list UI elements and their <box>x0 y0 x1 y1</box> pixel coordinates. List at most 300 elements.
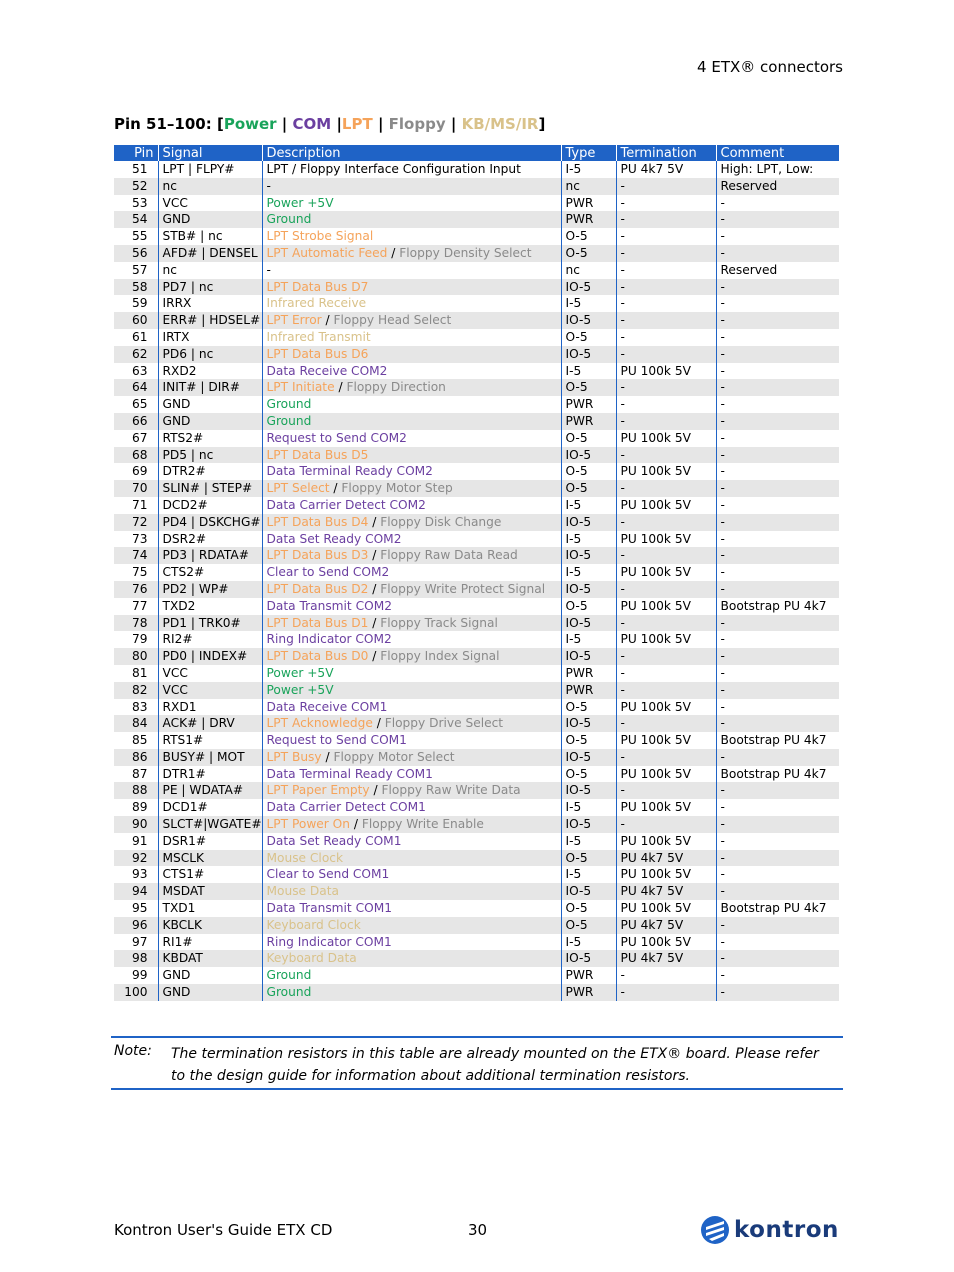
description-segment: Clear to Send COM2 <box>266 565 390 580</box>
cell-type: PWR <box>561 211 616 228</box>
cell-comment: - <box>716 615 839 632</box>
description-segment: Power +5V <box>266 665 334 680</box>
cell-type: PWR <box>561 665 616 682</box>
cell-pin: 87 <box>114 766 158 783</box>
description-segment: Ground <box>266 985 312 1000</box>
table-row <box>114 295 839 312</box>
cell-signal: KBCLK <box>158 917 262 934</box>
table-row <box>114 850 839 867</box>
description-segment: Floppy Raw Data Read <box>380 548 518 563</box>
cell-type: O-5 <box>561 245 616 262</box>
cell-signal: IRRX <box>158 295 262 312</box>
cell-termination: - <box>616 816 716 833</box>
cell-signal: IRTX <box>158 329 262 346</box>
cell-type: I-5 <box>561 363 616 380</box>
cell-description <box>262 363 561 380</box>
cell-comment: - <box>716 295 839 312</box>
cell-signal: DSR2# <box>158 531 262 548</box>
cell-signal: ERR# | HDSEL# <box>158 312 262 329</box>
table-row <box>114 934 839 951</box>
table-row <box>114 279 839 296</box>
cell-pin: 85 <box>114 732 158 749</box>
description-segment: Infrared Transmit <box>266 329 371 344</box>
cell-comment: Bootstrap PU 4k7 <box>716 900 839 917</box>
cell-description <box>262 346 561 363</box>
cell-comment: - <box>716 917 839 934</box>
cell-type: O-5 <box>561 917 616 934</box>
cell-type: PWR <box>561 984 616 1001</box>
cell-pin: 90 <box>114 816 158 833</box>
cell-termination: PU 100k 5V <box>616 363 716 380</box>
cell-termination: - <box>616 245 716 262</box>
table-row <box>114 396 839 413</box>
cell-termination: - <box>616 547 716 564</box>
cell-description <box>262 917 561 934</box>
cell-comment: - <box>716 211 839 228</box>
cell-comment: - <box>716 413 839 430</box>
cell-description <box>262 665 561 682</box>
cell-description <box>262 631 561 648</box>
cell-signal: ACK# | DRV <box>158 715 262 732</box>
description-segment: Floppy Index Signal <box>380 649 500 664</box>
cell-signal: MSCLK <box>158 850 262 867</box>
cell-description <box>262 497 561 514</box>
cell-signal: RI1# <box>158 934 262 951</box>
description-segment: / <box>321 313 334 328</box>
cell-type: PWR <box>561 682 616 699</box>
description-segment: / <box>368 615 381 630</box>
cell-termination: - <box>616 195 716 212</box>
cell-description <box>262 447 561 464</box>
cell-comment: Bootstrap PU 4k7 <box>716 766 839 783</box>
cell-description <box>262 648 561 665</box>
description-segment: / <box>350 817 362 832</box>
cell-comment: - <box>716 883 839 900</box>
description-segment: Mouse Clock <box>266 850 344 865</box>
cell-pin: 94 <box>114 883 158 900</box>
table-row <box>114 161 839 178</box>
table-row <box>114 615 839 632</box>
cell-description <box>262 211 561 228</box>
description-segment: / <box>368 649 381 664</box>
description-segment: / <box>387 245 400 260</box>
cell-type: PWR <box>561 195 616 212</box>
cell-type: IO-5 <box>561 279 616 296</box>
kontron-logo <box>700 1214 839 1246</box>
table-row <box>114 950 839 967</box>
cell-termination: PU 4k7 5V <box>616 950 716 967</box>
cell-type: IO-5 <box>561 816 616 833</box>
cell-termination: - <box>616 514 716 531</box>
cell-description <box>262 615 561 632</box>
cell-pin: 61 <box>114 329 158 346</box>
description-segment: Floppy Motor Select <box>333 749 455 764</box>
cell-type: PWR <box>561 967 616 984</box>
cell-comment: - <box>716 396 839 413</box>
description-segment: Data Carrier Detect COM2 <box>266 497 426 512</box>
cell-termination: PU 100k 5V <box>616 497 716 514</box>
table-row <box>114 699 839 716</box>
cell-pin: 82 <box>114 682 158 699</box>
description-segment: LPT / Floppy Interface Configuration Input <box>266 162 521 176</box>
cell-termination: - <box>616 379 716 396</box>
cell-signal: GND <box>158 396 262 413</box>
table-row <box>114 531 839 548</box>
note-label: Note: <box>114 1043 152 1059</box>
cell-comment: - <box>716 480 839 497</box>
description-segment: LPT Error <box>266 313 322 328</box>
table-row <box>114 833 839 850</box>
cell-termination: PU 100k 5V <box>616 631 716 648</box>
cell-signal: PD6 | nc <box>158 346 262 363</box>
description-segment: Data Terminal Ready COM2 <box>266 464 433 479</box>
cell-type: O-5 <box>561 430 616 447</box>
cell-pin: 54 <box>114 211 158 228</box>
cell-pin: 97 <box>114 934 158 951</box>
description-segment: / <box>329 481 342 496</box>
description-segment: Data Receive COM2 <box>266 363 388 378</box>
table-row <box>114 967 839 984</box>
cell-termination: PU 100k 5V <box>616 430 716 447</box>
col-header-comment: Comment <box>716 145 839 161</box>
cell-type: I-5 <box>561 161 616 178</box>
cell-termination: - <box>616 967 716 984</box>
table-row <box>114 547 839 564</box>
cell-type: O-5 <box>561 900 616 917</box>
cell-pin: 96 <box>114 917 158 934</box>
table-row <box>114 900 839 917</box>
cell-comment: - <box>716 833 839 850</box>
cell-termination: - <box>616 396 716 413</box>
cell-signal: BUSY# | MOT <box>158 749 262 766</box>
description-segment: LPT Busy <box>266 749 322 764</box>
description-segment: Keyboard Data <box>266 951 357 966</box>
cell-pin: 65 <box>114 396 158 413</box>
cell-signal: VCC <box>158 682 262 699</box>
description-segment: Floppy Density Select <box>399 245 532 260</box>
table-row <box>114 799 839 816</box>
cell-signal: CTS2# <box>158 564 262 581</box>
table-row <box>114 430 839 447</box>
table-row <box>114 329 839 346</box>
cell-pin: 63 <box>114 363 158 380</box>
pin-table-body <box>114 161 839 1001</box>
cell-type: IO-5 <box>561 514 616 531</box>
note-text: The termination resistors in this table are already mounted on the ETX® board. Please refer to the design guide for information about additional termination resistors. <box>171 1046 819 1084</box>
table-row <box>114 514 839 531</box>
cell-pin: 84 <box>114 715 158 732</box>
cell-type: IO-5 <box>561 950 616 967</box>
description-segment: LPT Acknowledge <box>266 716 373 731</box>
cell-pin: 66 <box>114 413 158 430</box>
legend-separator: | <box>377 115 384 133</box>
note-box <box>111 1036 843 1090</box>
cell-description <box>262 866 561 883</box>
description-segment: Floppy Motor Step <box>341 481 453 496</box>
cell-pin: 86 <box>114 749 158 766</box>
cell-comment: - <box>716 564 839 581</box>
cell-pin: 64 <box>114 379 158 396</box>
description-segment: Data Transmit COM2 <box>266 598 392 613</box>
cell-description <box>262 900 561 917</box>
cell-pin: 78 <box>114 615 158 632</box>
cell-termination: - <box>616 665 716 682</box>
cell-termination: - <box>616 295 716 312</box>
cell-pin: 80 <box>114 648 158 665</box>
cell-signal: RXD1 <box>158 699 262 716</box>
cell-comment: - <box>716 866 839 883</box>
cell-termination: PU 100k 5V <box>616 766 716 783</box>
cell-signal: PD2 | WP# <box>158 581 262 598</box>
cell-type: O-5 <box>561 480 616 497</box>
cell-description <box>262 732 561 749</box>
cell-termination: - <box>616 413 716 430</box>
cell-type: I-5 <box>561 497 616 514</box>
cell-type: IO-5 <box>561 615 616 632</box>
table-row <box>114 782 839 799</box>
description-segment: Clear to Send COM1 <box>266 867 390 882</box>
cell-signal: PE | WDATA# <box>158 782 262 799</box>
cell-pin: 83 <box>114 699 158 716</box>
cell-comment: - <box>716 312 839 329</box>
cell-comment: - <box>716 816 839 833</box>
cell-signal: TXD1 <box>158 900 262 917</box>
cell-pin: 72 <box>114 514 158 531</box>
table-row <box>114 732 839 749</box>
cell-signal: RTS1# <box>158 732 262 749</box>
table-row <box>114 883 839 900</box>
cell-description <box>262 883 561 900</box>
cell-description <box>262 379 561 396</box>
description-segment: Ground <box>266 397 312 412</box>
cell-termination: PU 100k 5V <box>616 833 716 850</box>
cell-type: I-5 <box>561 866 616 883</box>
table-row <box>114 497 839 514</box>
pin-range-heading <box>114 115 545 133</box>
cell-type: IO-5 <box>561 581 616 598</box>
cell-signal: KBDAT <box>158 950 262 967</box>
description-segment: LPT Data Bus D4 <box>266 514 369 529</box>
legend-separator: | <box>336 115 342 133</box>
cell-type: I-5 <box>561 531 616 548</box>
cell-comment: - <box>716 195 839 212</box>
cell-comment: - <box>716 850 839 867</box>
table-row <box>114 346 839 363</box>
cell-comment: - <box>716 799 839 816</box>
cell-description <box>262 178 561 195</box>
kontron-logo-text: kontron <box>734 1217 839 1243</box>
table-row <box>114 682 839 699</box>
description-segment: Request to Send COM2 <box>266 430 407 445</box>
table-row <box>114 447 839 464</box>
description-segment: Ground <box>266 212 312 227</box>
cell-description <box>262 312 561 329</box>
cell-termination: - <box>616 346 716 363</box>
cell-signal: SLIN# | STEP# <box>158 480 262 497</box>
cell-comment: - <box>716 715 839 732</box>
cell-signal: STB# | nc <box>158 228 262 245</box>
cell-type: O-5 <box>561 699 616 716</box>
cell-type: IO-5 <box>561 447 616 464</box>
cell-pin: 75 <box>114 564 158 581</box>
cell-signal: INIT# | DIR# <box>158 379 262 396</box>
table-row <box>114 379 839 396</box>
description-segment: / <box>334 380 347 395</box>
cell-type: O-5 <box>561 228 616 245</box>
cell-termination: - <box>616 615 716 632</box>
description-segment: LPT Data Bus D0 <box>266 649 369 664</box>
table-row <box>114 463 839 480</box>
cell-termination: PU 100k 5V <box>616 900 716 917</box>
legend-separator: | <box>450 115 457 133</box>
cell-pin: 73 <box>114 531 158 548</box>
cell-pin: 99 <box>114 967 158 984</box>
cell-pin: 88 <box>114 782 158 799</box>
cell-pin: 77 <box>114 598 158 615</box>
description-segment: Floppy Write Enable <box>361 817 484 832</box>
table-row <box>114 648 839 665</box>
cell-type: I-5 <box>561 295 616 312</box>
description-segment: LPT Data Bus D3 <box>266 548 369 563</box>
table-row <box>114 665 839 682</box>
table-row <box>114 363 839 380</box>
description-segment: LPT Data Bus D6 <box>266 346 369 361</box>
cell-type: IO-5 <box>561 782 616 799</box>
cell-signal: PD3 | RDATA# <box>158 547 262 564</box>
description-segment: LPT Select <box>266 481 330 496</box>
cell-description <box>262 833 561 850</box>
kontron-logo-icon <box>700 1215 730 1245</box>
cell-termination: - <box>616 262 716 279</box>
heading-open-bracket: [ <box>216 115 224 133</box>
cell-termination: - <box>616 312 716 329</box>
cell-pin: 71 <box>114 497 158 514</box>
cell-comment: - <box>716 749 839 766</box>
cell-termination: - <box>616 228 716 245</box>
cell-comment: - <box>716 682 839 699</box>
cell-comment: Bootstrap PU 4k7 <box>716 732 839 749</box>
description-segment: LPT Initiate <box>266 380 335 395</box>
description-segment: LPT Automatic Feed <box>266 245 388 260</box>
cell-pin: 93 <box>114 866 158 883</box>
cell-comment: - <box>716 245 839 262</box>
cell-pin: 62 <box>114 346 158 363</box>
table-row <box>114 866 839 883</box>
cell-comment: - <box>716 379 839 396</box>
cell-description <box>262 749 561 766</box>
description-segment: Data Terminal Ready COM1 <box>266 766 433 781</box>
cell-type: I-5 <box>561 799 616 816</box>
cell-signal: RXD2 <box>158 363 262 380</box>
cell-comment: Bootstrap PU 4k7 <box>716 598 839 615</box>
description-segment: Data Set Ready COM2 <box>266 531 402 546</box>
description-segment: / <box>372 716 385 731</box>
cell-signal: LPT | FLPY# <box>158 161 262 178</box>
cell-description <box>262 531 561 548</box>
cell-pin: 56 <box>114 245 158 262</box>
page-number: 30 <box>468 1221 488 1239</box>
cell-signal: PD5 | nc <box>158 447 262 464</box>
table-row <box>114 413 839 430</box>
cell-pin: 92 <box>114 850 158 867</box>
cell-termination: - <box>616 749 716 766</box>
cell-termination: PU 100k 5V <box>616 598 716 615</box>
cell-comment: High: LPT, Low: <box>716 161 839 178</box>
cell-description <box>262 161 561 178</box>
table-row <box>114 262 839 279</box>
description-segment: Floppy Direction <box>346 380 446 395</box>
description-segment: Floppy Write Protect Signal <box>380 581 546 596</box>
cell-signal: VCC <box>158 195 262 212</box>
description-segment: LPT Data Bus D7 <box>266 279 369 294</box>
description-segment: LPT Power On <box>266 817 350 832</box>
cell-type: PWR <box>561 396 616 413</box>
cell-description <box>262 682 561 699</box>
description-segment: Floppy Disk Change <box>380 514 502 529</box>
cell-comment: - <box>716 631 839 648</box>
cell-description <box>262 262 561 279</box>
table-row <box>114 211 839 228</box>
cell-comment: - <box>716 363 839 380</box>
table-header-row <box>114 145 839 161</box>
cell-description <box>262 699 561 716</box>
cell-signal: DTR2# <box>158 463 262 480</box>
cell-description <box>262 279 561 296</box>
cell-signal: DSR1# <box>158 833 262 850</box>
cell-termination: PU 100k 5V <box>616 564 716 581</box>
cell-pin: 55 <box>114 228 158 245</box>
table-row <box>114 749 839 766</box>
description-segment: Request to Send COM1 <box>266 733 407 748</box>
col-header-signal: Signal <box>158 145 262 161</box>
cell-comment: - <box>716 447 839 464</box>
cell-termination: - <box>616 715 716 732</box>
cell-pin: 67 <box>114 430 158 447</box>
col-header-termination: Termination <box>616 145 716 161</box>
table-row <box>114 195 839 212</box>
cell-type: I-5 <box>561 564 616 581</box>
table-row <box>114 631 839 648</box>
description-segment: Ground <box>266 968 312 983</box>
cell-signal: GND <box>158 211 262 228</box>
table-row <box>114 228 839 245</box>
cell-comment: - <box>716 967 839 984</box>
cell-description <box>262 598 561 615</box>
cell-pin: 91 <box>114 833 158 850</box>
cell-comment: Reserved <box>716 178 839 195</box>
cell-type: O-5 <box>561 850 616 867</box>
cell-type: O-5 <box>561 329 616 346</box>
col-header-type: Type <box>561 145 616 161</box>
description-segment: Floppy Head Select <box>333 313 452 328</box>
cell-termination: PU 100k 5V <box>616 699 716 716</box>
cell-termination: - <box>616 581 716 598</box>
cell-description <box>262 547 561 564</box>
description-segment: LPT Data Bus D2 <box>266 581 369 596</box>
cell-comment: - <box>716 665 839 682</box>
cell-signal: GND <box>158 967 262 984</box>
cell-pin: 68 <box>114 447 158 464</box>
table-row <box>114 816 839 833</box>
cell-type: O-5 <box>561 379 616 396</box>
description-segment: Floppy Drive Select <box>384 716 504 731</box>
cell-pin: 58 <box>114 279 158 296</box>
cell-type: IO-5 <box>561 648 616 665</box>
cell-type: O-5 <box>561 463 616 480</box>
table-row <box>114 715 839 732</box>
description-segment: Data Receive COM1 <box>266 699 388 714</box>
legend-com: COM <box>292 115 332 133</box>
